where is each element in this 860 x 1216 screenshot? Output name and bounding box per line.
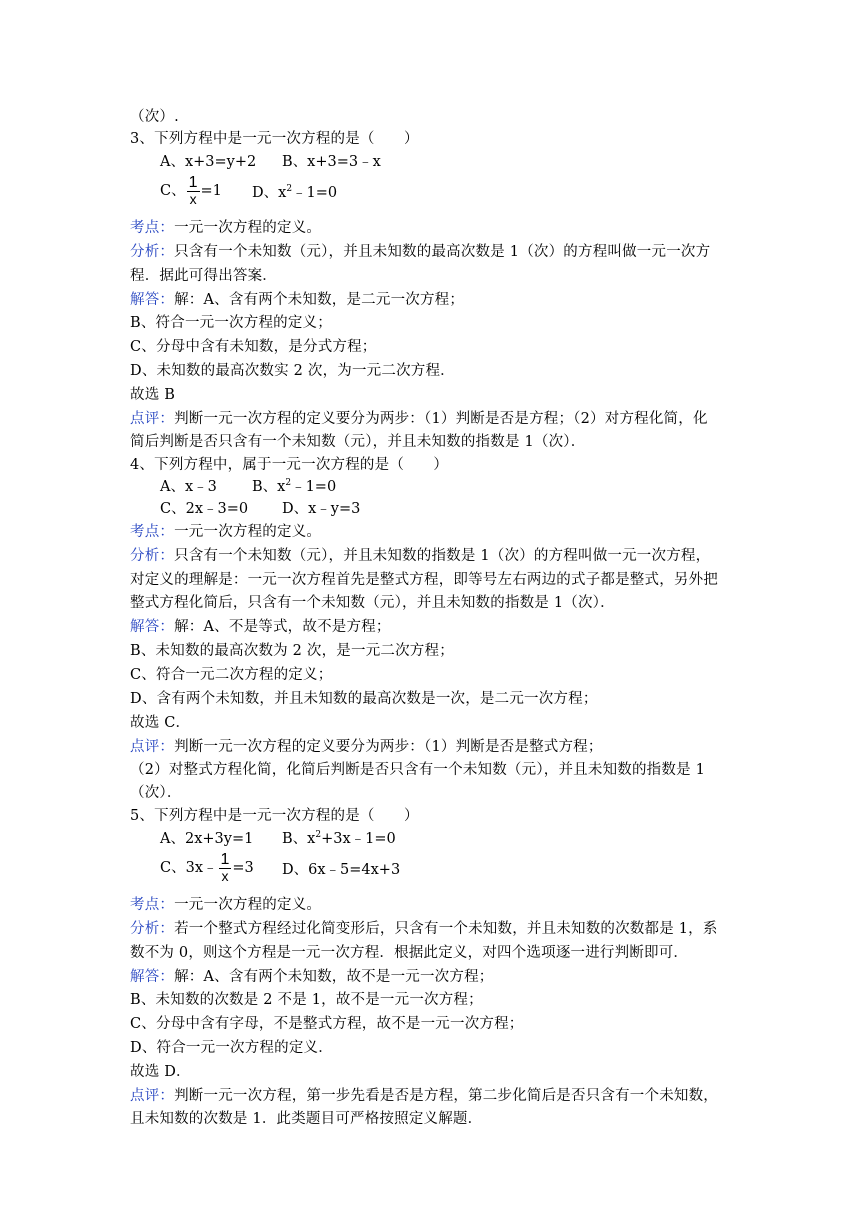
q4-option-b-prefix: B、x	[252, 479, 286, 495]
dianping-label: 点评：	[130, 1088, 175, 1104]
jieda-label: 解答：	[130, 619, 175, 635]
q3-fenxi-cont: 程．据此可得出答案．	[130, 268, 277, 284]
q5-conclusion: 故选 D．	[130, 1064, 191, 1080]
q3-option-c	[160, 175, 222, 207]
kaodian-text: 一元一次方程的定义。	[174, 524, 322, 540]
kaodian-text: 一元一次方程的定义。	[174, 897, 322, 913]
q3-option-d-exponent: 2	[286, 184, 293, 194]
q5-jieda-d: D、符合一元一次方程的定义．	[130, 1040, 333, 1056]
fraction-numerator: 1	[188, 174, 198, 191]
fenxi-text: 若一个整式方程经过化简变形后，只含有一个未知数，并且未知数的次数都是 1，系	[174, 921, 718, 937]
fenxi-text: 只含有一个未知数（元），并且未知数的指数是 1（次）的方程叫做一元一次方程，	[174, 548, 711, 564]
kaodian-label: 考点：	[130, 524, 175, 540]
q5-dianping	[130, 1086, 718, 1106]
jieda-text: 解：A、含有两个未知数，故不是一元一次方程；	[174, 969, 494, 985]
q3-jieda-d: D、未知数的最高次数实 2 次，为一元二次方程．	[130, 363, 455, 379]
q3-dianping	[130, 409, 708, 429]
fenxi-label: 分析：	[130, 921, 175, 937]
q3-dianping-cont: 简后判断是否只含有一个未知数（元），并且未知数的指数是 1（次）．	[130, 434, 586, 450]
q4-option-b-suffix: ﹣1=0	[291, 479, 337, 495]
q4-option-a: A、x﹣3	[160, 479, 217, 495]
q3-kaodian	[130, 218, 321, 238]
q4-jieda-b: B、未知数的最高次数为 2 次，是一元二次方程；	[130, 643, 454, 659]
q5-fenxi	[130, 919, 718, 939]
lead-line: （次）.	[130, 109, 179, 125]
q4-jieda-d: D、含有两个未知数，并且未知数的最高次数是一次，是二元一次方程；	[130, 691, 598, 707]
q3-option-d-prefix: D、x	[252, 185, 287, 201]
jieda-text: 解：A、不是等式，故不是方程；	[174, 619, 391, 635]
q4-fenxi	[130, 546, 710, 566]
q3-option-d	[252, 183, 337, 203]
q4-conclusion: 故选 C．	[130, 715, 191, 731]
kaodian-text: 一元一次方程的定义。	[174, 220, 322, 236]
q4-fenxi-cont-2: 整式方程化简后，只含有一个未知数（元），并且未知数的指数是 1（次）．	[130, 595, 615, 611]
q4-option-c: C、2x﹣3=0	[160, 501, 249, 517]
dianping-text: 判断一元一次方程的定义要分为两步：（1）判断是否是整式方程；	[174, 739, 603, 755]
q3-fenxi	[130, 242, 710, 262]
q3-jieda-b: B、符合一元一次方程的定义；	[130, 315, 332, 331]
dianping-label: 点评：	[130, 739, 175, 755]
q4-kaodian	[130, 522, 321, 542]
fenxi-label: 分析：	[130, 244, 175, 260]
q3-option-c-suffix: =1	[200, 183, 222, 199]
kaodian-label: 考点：	[130, 897, 175, 913]
q5-option-b	[282, 829, 396, 849]
dianping-label: 点评：	[130, 411, 175, 427]
q3-option-b: B、x+3=3﹣x	[282, 154, 381, 170]
fenxi-label: 分析：	[130, 548, 175, 564]
jieda-text: 解：A、含有两个未知数，是二元一次方程；	[174, 292, 465, 308]
q3-option-c-fraction	[187, 175, 200, 207]
kaodian-label: 考点：	[130, 220, 175, 236]
q3-option-a: A、x+3=y+2	[160, 154, 257, 170]
q5-stem: 5、下列方程中是一元一次方程的是（ ）	[130, 808, 419, 824]
q3-jieda	[130, 290, 464, 310]
jieda-label: 解答：	[130, 969, 175, 985]
q5-kaodian	[130, 895, 321, 915]
q3-conclusion: 故选 B	[130, 387, 176, 403]
q5-option-c	[160, 852, 254, 884]
q4-option-d: D、x﹣y=3	[282, 501, 361, 517]
dianping-text: 判断一元一次方程的定义要分为两步：（1）判断是否是方程；（2）对方程化简，化	[174, 411, 708, 427]
q4-option-b	[252, 477, 336, 497]
dianping-text: 判断一元一次方程，第一步先看是否是方程，第二步化简后是否只含有一个未知数，	[174, 1088, 719, 1104]
jieda-label: 解答：	[130, 292, 175, 308]
q4-option-b-exponent: 2	[285, 478, 292, 488]
q4-dianping	[130, 737, 603, 757]
q5-jieda-c: C、分母中含有字母，不是整式方程，故不是一元一次方程；	[130, 1016, 524, 1032]
q5-option-b-prefix: B、x	[282, 831, 316, 847]
fraction-denominator: x	[221, 868, 229, 884]
q5-option-c-prefix: C、3x﹣	[160, 860, 218, 876]
q5-option-a: A、2x+3y=1	[160, 831, 254, 847]
fraction-denominator: x	[189, 191, 197, 207]
q5-option-b-suffix: +3x﹣1=0	[321, 831, 396, 847]
q5-option-c-fraction	[219, 852, 232, 884]
q4-dianping-cont-2: （次）．	[130, 785, 182, 801]
q4-jieda-c: C、符合一元二次方程的定义；	[130, 667, 333, 683]
q3-stem: 3、下列方程中是一元一次方程的是（ ）	[130, 131, 419, 147]
q4-jieda	[130, 617, 391, 637]
q3-option-d-suffix: ﹣1=0	[292, 185, 338, 201]
q5-option-c-suffix: =3	[232, 860, 254, 876]
fenxi-text: 只含有一个未知数（元），并且未知数的最高次数是 1（次）的方程叫做一元一次方	[174, 244, 711, 260]
q5-fenxi-cont: 数不为 0，则这个方程是一元一次方程．根据此定义，对四个选项逐一进行判断即可．	[130, 945, 689, 961]
q3-option-c-prefix: C、	[160, 183, 186, 199]
q3-jieda-c: C、分母中含有未知数，是分式方程；	[130, 339, 377, 355]
q5-option-b-exponent: 2	[315, 830, 322, 840]
q4-stem: 4、下列方程中，属于一元一次方程的是（ ）	[130, 457, 449, 473]
q5-jieda	[130, 967, 493, 987]
q5-jieda-b: B、未知数的次数是 2 不是 1，故不是一元一次方程；	[130, 992, 483, 1008]
q5-dianping-cont: 且未知数的次数是 1．此类题目可严格按照定义解题．	[130, 1111, 483, 1127]
q5-option-d: D、6x﹣5=4x+3	[282, 862, 401, 878]
q4-dianping-cont-1: （2）对整式方程化简，化简后判断是否只含有一个未知数（元），并且未知数的指数是 1	[130, 762, 706, 778]
q4-fenxi-cont-1: 对定义的理解是：一元一次方程首先是整式方程，即等号左右两边的式子都是整式，另外把	[130, 572, 718, 588]
fraction-numerator: 1	[220, 851, 230, 868]
